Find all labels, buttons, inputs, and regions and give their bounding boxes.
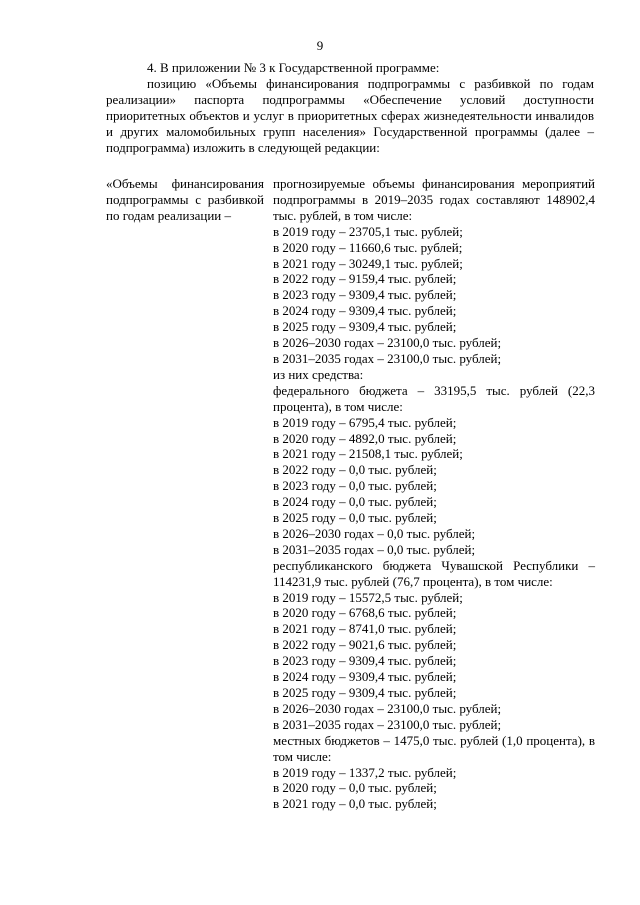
- intro-block: [106, 60, 594, 155]
- republic-year-line: в 2031–2035 годах – 23100,0 тыс. рублей;: [273, 716, 502, 732]
- federal-year-line: в 2020 году – 4892,0 тыс. рублей;: [273, 430, 457, 446]
- total-year-line: в 2026–2030 годах – 23100,0 тыс. рублей;: [273, 335, 502, 351]
- local-intro: местных бюджетов – 1475,0 тыс. рублей (1,0 процента), в том числе:: [273, 732, 595, 764]
- intro-instruction: позицию «Объемы финансирования подпрограммы с разбивкой по годам реализации» паспорта подпрограммы «Обеспечение условий доступности приоритетных объектов и услуг в приоритетных сферах жизнедеятельности инвалидов и других маломобильных групп населения» Государственной программы (далее – подпрограмма) изложить в следующей редакции:: [106, 75, 594, 155]
- republic-year-line: в 2024 году – 9309,4 тыс. рублей;: [273, 669, 457, 685]
- total-year-line: в 2021 году – 30249,1 тыс. рублей;: [273, 255, 463, 271]
- local-year-line: в 2020 году – 0,0 тыс. рублей;: [273, 780, 437, 796]
- republic-year-line: в 2026–2030 годах – 23100,0 тыс. рублей;: [273, 700, 502, 716]
- federal-year-line: в 2024 году – 0,0 тыс. рублей;: [273, 494, 437, 510]
- local-year-line: в 2021 году – 0,0 тыс. рублей;: [273, 796, 437, 812]
- total-year-line: в 2023 году – 9309,4 тыс. рублей;: [273, 287, 457, 303]
- republic-year-line: в 2022 году – 9021,6 тыс. рублей;: [273, 637, 457, 653]
- funding-details: [273, 176, 595, 812]
- position-label-text: «Объемы финансирования подпрограммы с разбивкой по годам реализации: [106, 176, 264, 223]
- position-label: [106, 176, 264, 224]
- total-year-line: в 2019 году – 23705,1 тыс. рублей;: [273, 223, 463, 239]
- federal-year-line: в 2019 году – 6795,4 тыс. рублей;: [273, 414, 457, 430]
- total-year-line: в 2025 году – 9309,4 тыс. рублей;: [273, 319, 457, 335]
- republic-intro: республиканского бюджета Чувашской Республики – 114231,9 тыс. рублей (76,7 процента), в том числе:: [273, 557, 595, 589]
- federal-year-line: в 2025 году – 0,0 тыс. рублей;: [273, 510, 437, 526]
- total-year-line: в 2022 году – 9159,4 тыс. рублей;: [273, 271, 457, 287]
- republic-year-line: в 2023 году – 9309,4 тыс. рублей;: [273, 653, 457, 669]
- federal-year-line: в 2021 году – 21508,1 тыс. рублей;: [273, 446, 463, 462]
- republic-year-line: в 2020 году – 6768,6 тыс. рублей;: [273, 605, 457, 621]
- republic-year-line: в 2019 году – 15572,5 тыс. рублей;: [273, 589, 463, 605]
- total-year-line: в 2020 году – 11660,6 тыс. рублей;: [273, 239, 463, 255]
- position-separator: –: [224, 207, 231, 223]
- intro-item: 4. В приложении № 3 к Государственной программе:: [147, 60, 440, 75]
- federal-year-line: в 2022 году – 0,0 тыс. рублей;: [273, 462, 437, 478]
- federal-intro: федерального бюджета – 33195,5 тыс. рублей (22,3 процента), в том числе:: [273, 382, 595, 414]
- total-intro: прогнозируемые объемы финансирования мероприятий подпрограммы в 2019–2035 годах составляют 148902,4 тыс. рублей, в том числе:: [273, 176, 595, 223]
- federal-year-line: в 2023 году – 0,0 тыс. рублей;: [273, 478, 437, 494]
- republic-year-line: в 2025 году – 9309,4 тыс. рублей;: [273, 685, 457, 700]
- total-year-line: в 2031–2035 годах – 23100,0 тыс. рублей;: [273, 350, 502, 366]
- federal-year-line: в 2026–2030 годах – 0,0 тыс. рублей;: [273, 525, 476, 541]
- of-which-label: из них средства:: [273, 366, 364, 382]
- republic-year-line: в 2021 году – 8741,0 тыс. рублей;: [273, 621, 457, 637]
- page-number: 9: [316, 38, 324, 53]
- total-year-line: в 2024 году – 9309,4 тыс. рублей;: [273, 303, 457, 319]
- local-year-line: в 2019 году – 1337,2 тыс. рублей;: [273, 764, 457, 780]
- federal-year-line: в 2031–2035 годах – 0,0 тыс. рублей;: [273, 541, 476, 557]
